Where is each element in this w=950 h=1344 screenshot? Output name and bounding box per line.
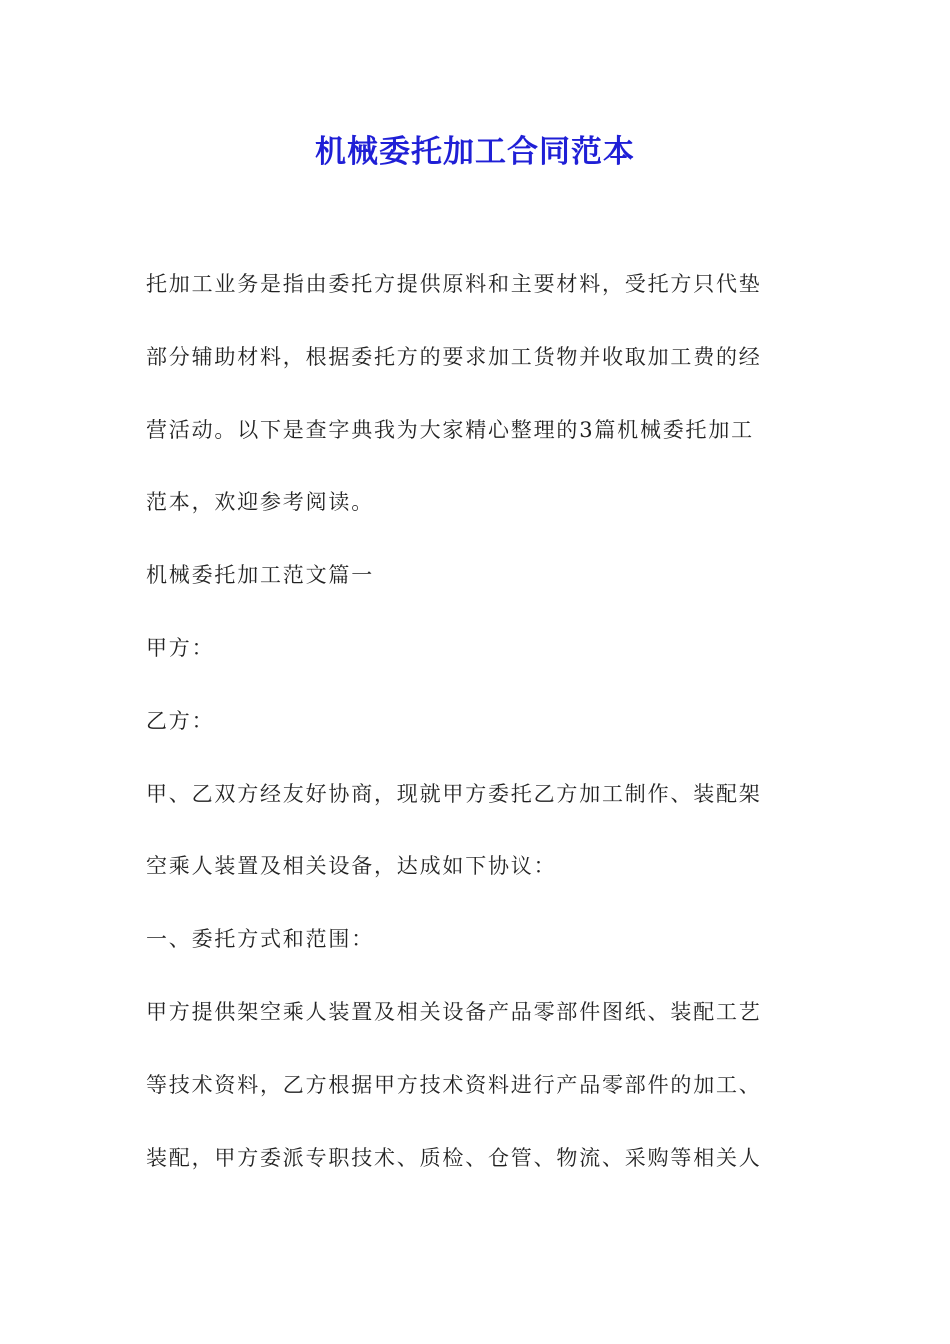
section-heading-article-one: 机械委托加工范文篇一 — [146, 563, 374, 588]
body-line: 等技术资料，乙方根据甲方技术资料进行产品零部件的加工、 — [146, 1072, 762, 1097]
party-b-label: 乙方： — [146, 708, 215, 733]
party-a-label: 甲方： — [146, 635, 215, 660]
body-line: 甲方提供架空乘人装置及相关设备产品零部件图纸、装配工艺 — [146, 999, 762, 1024]
clause-heading: 一、委托方式和范围： — [146, 927, 374, 952]
body-line: 托加工业务是指由委托方提供原料和主要材料，受托方只代垫 — [146, 272, 762, 296]
body-line: 甲、乙双方经友好协商，现就甲方委托乙方加工制作、装配架 — [146, 781, 762, 806]
body-line: 装配，甲方委派专职技术、质检、仓管、物流、采购等相关人 — [146, 1145, 762, 1170]
document-title: 机械委托加工合同范本 — [315, 134, 635, 170]
body-line: 空乘人装置及相关设备，达成如下协议： — [146, 854, 557, 879]
body-line: 范本，欢迎参考阅读。 — [146, 490, 374, 515]
body-line: 部分辅助材料，根据委托方的要求加工货物并收取加工费的经 — [146, 344, 762, 369]
body-line: 营活动。以下是查字典我为大家精心整理的3篇机械委托加工 — [146, 417, 754, 442]
document-body — [146, 262, 808, 1208]
